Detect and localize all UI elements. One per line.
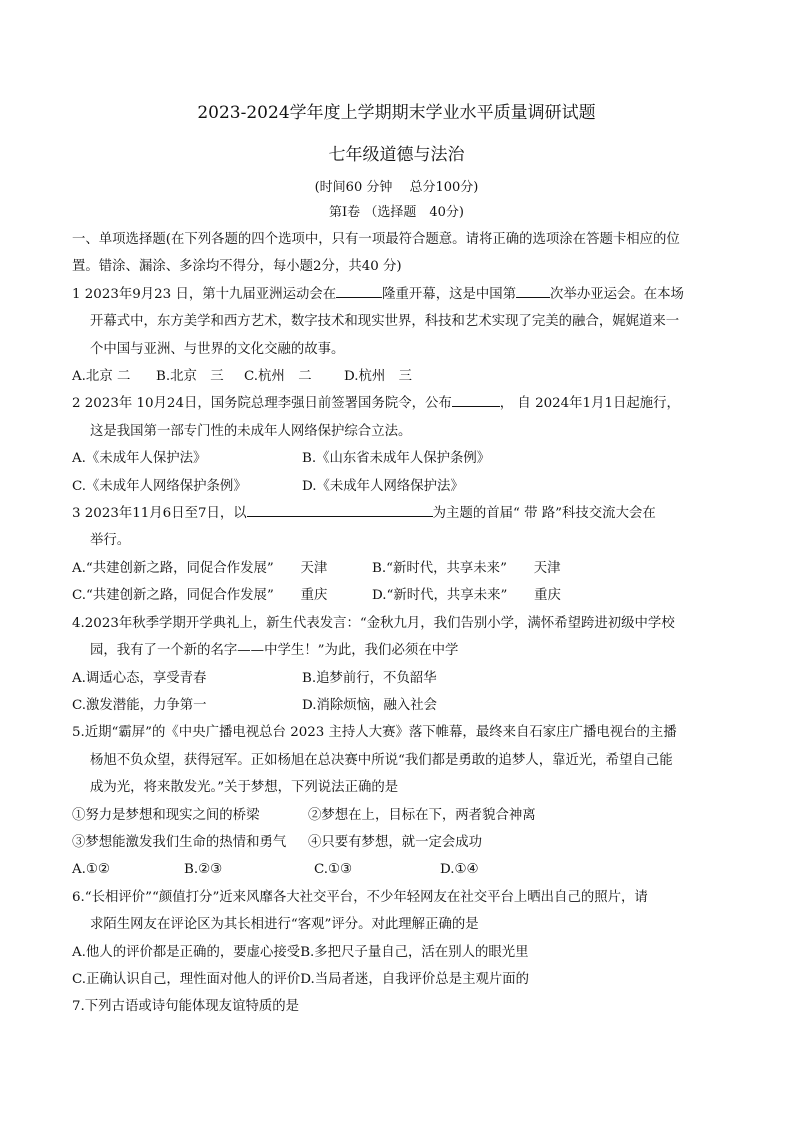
question-4-options <box>72 665 724 692</box>
option-d: D.消除烦恼，融入社会 <box>302 697 438 713</box>
option-b: B.追梦前行，不负韶华 <box>302 670 437 686</box>
question-5-cont: 成为光，将来散发光。”关于梦想，下列说法正确的是 <box>90 780 399 796</box>
question-1-options <box>72 363 724 390</box>
question-5: 5.近期“霸屏”的《中央广播电视总台 2023 主持人大赛》落下帷幕，最终来自石家庄广播电视台的主播 <box>72 725 677 741</box>
question-5-statements <box>72 829 724 856</box>
section-instruction: 一、单项选择题(在下列各题的四个选项中，只有一项最符合题意。请将正确的选项涂在答题卡相应的位 <box>72 232 680 247</box>
question-3-cont: 举行。 <box>90 533 131 549</box>
question-7: 7.下列古语或诗句能体现友谊特质的是 <box>72 999 300 1015</box>
question-1: 1 2023年9月23 日，第十九届亚洲运动会在 隆重开幕，这是中国第 次举办亚运会。在本场 <box>72 281 724 308</box>
statement-3: ③梦想能激发我们生命的热情和勇气 <box>72 834 287 850</box>
option-c: C.杭州 二 <box>244 369 312 385</box>
option-d: D.《未成年人网络保护法》 <box>302 478 464 494</box>
question-5-cont: 杨旭不负众望，获得冠军。正如杨旭在总决赛中所说“我们都是勇敢的追梦人，靠近光，希望自己能 <box>90 752 673 768</box>
exam-info: (时间60 分钟 总分100分) <box>314 180 479 195</box>
statement-2: ②梦想在上，目标在下，两者貌合神离 <box>308 807 536 823</box>
question-5-statements <box>72 802 724 829</box>
question-2-options <box>72 445 724 472</box>
question-6-options <box>72 966 724 993</box>
option-b: B.②③ <box>184 862 223 878</box>
question-3-options <box>72 555 724 582</box>
option-c: C.激发潜能，力争第一 <box>72 697 207 713</box>
question-6-cont: 求陌生网友在评论区为其长相进行“客观”评分。对此理解正确的是 <box>90 917 479 933</box>
answer-blank <box>247 502 433 517</box>
option-b: B.“新时代，共享未来” 天津 <box>372 560 561 576</box>
option-d: D.杭州 三 <box>344 369 413 385</box>
option-d: D.当局者迷，自我评价总是主观片面的 <box>300 971 530 987</box>
question-1-cont: 开幕式中，东方美学和西方艺术，数字技术和现实世界，科技和艺术实现了完美的融合，娓娓道来一 <box>90 314 680 330</box>
question-4-options <box>72 692 724 719</box>
statement-4: ④只要有梦想，就一定会成功 <box>308 834 483 850</box>
option-b: B.《山东省未成年人保护条例》 <box>302 451 491 467</box>
option-d: D.①④ <box>440 862 479 878</box>
option-b: B.多把尺子量自己，活在别人的眼光里 <box>300 944 529 960</box>
answer-blank <box>452 392 500 407</box>
question-4-cont: 园，我有了一个新的名字——中学生！”为此，我们必须在中学 <box>90 643 459 659</box>
question-2-cont: 这是我国第一部专门性的未成年人网络保护综合立法。 <box>90 423 412 439</box>
exam-subject: 七年级道德与法治 <box>328 145 465 165</box>
exam-title: 2023-2024学年度上学期期末学业水平质量调研试题 <box>197 103 596 123</box>
question-6-options <box>72 939 724 966</box>
option-c: C.①③ <box>314 862 353 878</box>
question-1-cont: 个中国与亚洲、与世界的文化交融的故事。 <box>90 341 345 357</box>
answer-blank <box>336 283 382 298</box>
question-4: 4.2023年秋季学期开学典礼上，新生代表发言：“金秋九月，我们告别小学，满怀希望跨进初级中学校 <box>72 615 675 631</box>
question-5-options <box>72 856 724 883</box>
option-a: A.调适心态，享受青春 <box>72 670 207 686</box>
question-6: 6.“长相评价”“颜值打分”近来风靡各大社交平台，不少年轻网友在社交平台上晒出自己的照片，请 <box>72 889 648 905</box>
question-3-options <box>72 582 724 609</box>
question-2: 2 2023年 10月24日，国务院总理李强日前签署国务院令，公布 ， 自 2024年1月1日起施行， <box>72 390 724 417</box>
section-instruction-cont: 置。错涂、漏涂、多涂均不得分，每小题2分，共40 分) <box>72 259 402 275</box>
option-a: A.北京 二 <box>72 369 131 385</box>
statement-1: ①努力是梦想和现实之间的桥梁 <box>72 807 260 823</box>
answer-blank <box>516 283 550 298</box>
option-c: C.正确认识自己，理性面对他人的评价 <box>72 971 301 987</box>
option-a: A.①② <box>72 862 110 878</box>
option-c: C.《未成年人网络保护条例》 <box>72 478 247 494</box>
part-heading: 第Ⅰ卷 （选择题 40分) <box>329 205 464 220</box>
option-a: A.“共建创新之路，同促合作发展” 天津 <box>72 560 328 576</box>
question-3: 3 2023年11月6日至7日，以 为主题的首届“ 带 路”科技交流大会在 <box>72 500 724 527</box>
option-a: A.他人的评价都是正确的，要虚心接受 <box>72 944 301 960</box>
option-d: D.“新时代，共享未来” 重庆 <box>372 588 561 604</box>
option-a: A.《未成年人保护法》 <box>72 451 207 467</box>
option-c: C.“共建创新之路，同促合作发展” 重庆 <box>72 588 328 604</box>
option-b: B.北京 三 <box>156 369 224 385</box>
question-content <box>72 226 724 1021</box>
question-2-options <box>72 473 724 500</box>
